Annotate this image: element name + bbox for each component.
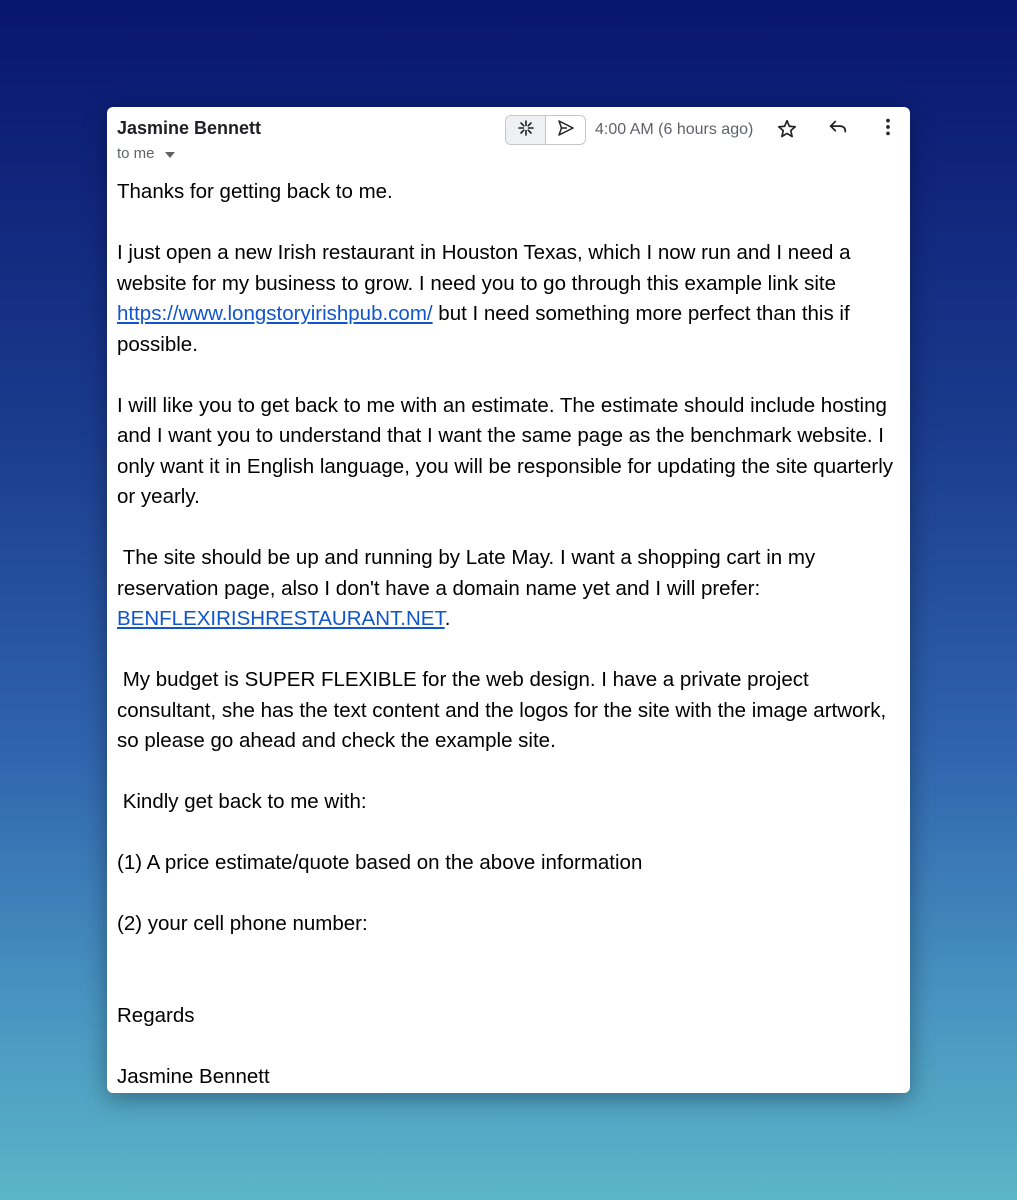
paragraph-request: Kindly get back to me with: [117,790,367,813]
recipient-label: to me [117,145,155,162]
sparkle-icon [517,119,535,142]
paragraph-budget: My budget is SUPER FLEXIBLE for the web design. I have a private project consultant, she has the text content and the logos for the site with the image artwork, so please go ahead and check the example site. [117,668,892,752]
signature-text: Jasmine Bennett [117,1064,270,1088]
email-card [107,107,910,1093]
action-button-group [505,115,586,145]
email-body [117,177,897,1092]
paragraph-timeline-text: The site should be up and running by Late May. I want a shopping cart in my reservation page, also I don't have a domain name yet and I will prefer: [117,546,821,600]
paragraph-estimate: I will like you to get back to me with an estimate. The estimate should include hosting and I want you to understand that I want the same page as the benchmark website. I only want it in English language, you will be responsible for updating the site quarterly or yearly. [117,393,899,508]
send-button[interactable] [546,116,585,144]
paragraph-timeline-tail: . [444,607,451,630]
more-options-button[interactable] [874,115,902,143]
greeting-text: Thanks for getting back to me. [117,180,393,203]
example-site-link[interactable]: https://www.longstoryirishpub.com/ [117,302,433,325]
paragraph-timeline [117,543,897,635]
star-icon [776,118,798,145]
summarize-button[interactable] [506,116,546,144]
email-timestamp: 4:00 AM (6 hours ago) [595,121,754,138]
request-item-2: (2) your cell phone number: [117,912,368,935]
request-item-1: (1) A price estimate/quote based on the above information [117,851,643,874]
send-icon [556,119,576,142]
recipient-details-toggle[interactable] [117,145,175,162]
caret-down-icon [165,152,175,158]
reply-button[interactable] [824,115,852,143]
domain-link[interactable]: BENFLEXIRISHRESTAURANT.NET [117,607,445,630]
reply-icon [827,116,849,143]
paragraph-intro [117,238,897,360]
sender-name[interactable]: Jasmine Bennett [117,118,262,138]
star-button[interactable] [773,117,801,145]
paragraph-intro-tail: but I need something more perfect than this if possible. [117,302,856,356]
closing-text: Regards [117,1003,195,1027]
paragraph-intro-text: I just open a new Irish restaurant in Houston Texas, which I now run and I need a website for my business to grow. I need you to go through this example link site [117,241,857,295]
more-vertical-icon [877,116,899,143]
